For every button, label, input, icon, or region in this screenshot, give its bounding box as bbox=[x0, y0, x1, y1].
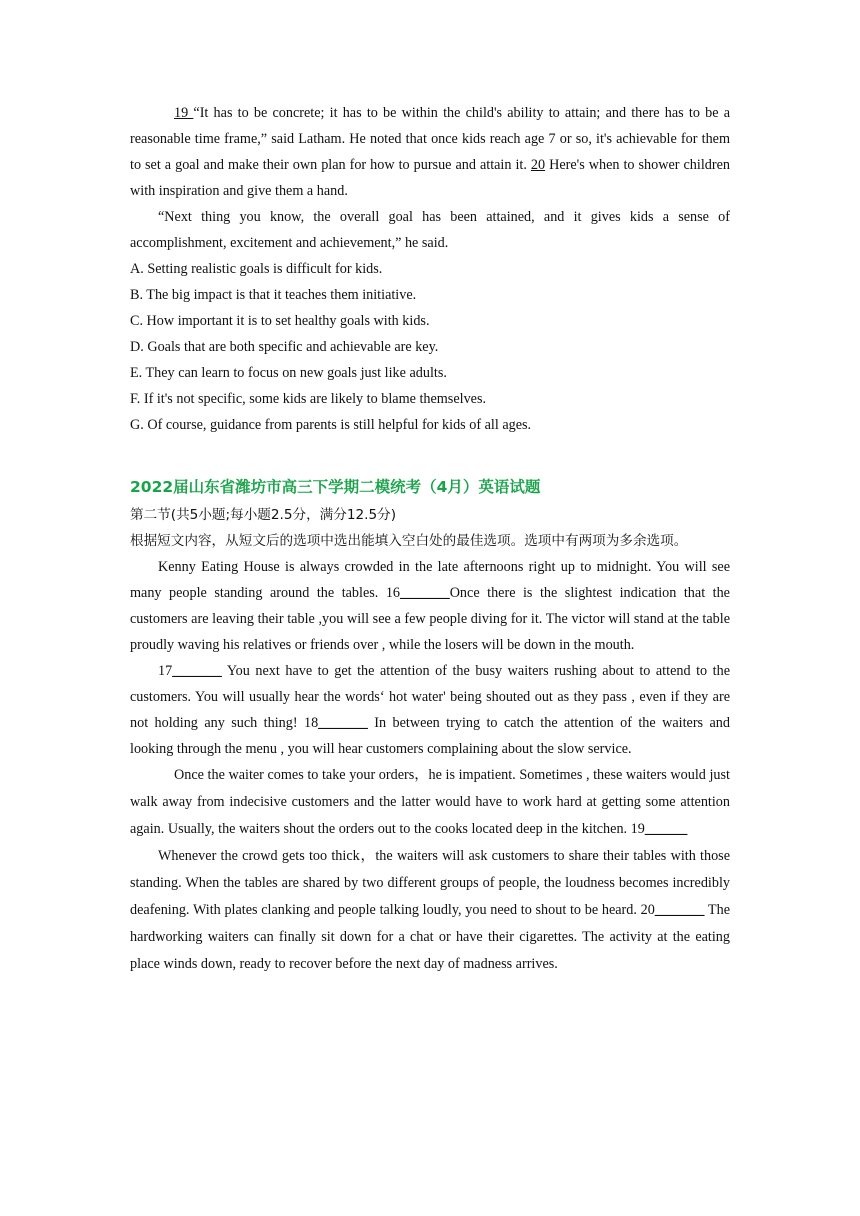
paragraph-text: “It has to be concrete; it has to be within the child's ability to attain; and there has to be a reasonable time frame,” said Latham. He noted that once kids reach age 7 or so, it's achievable for them to set a goal and make their own plan for how to pursue and attain it. bbox=[130, 105, 731, 173]
blank-17: _______ bbox=[172, 663, 222, 679]
section-subtitle: 第二节(共5小题;每小题2.5分，满分12.5分) bbox=[130, 507, 397, 523]
paragraph-text: Whenever the crowd gets too thick，the waiters will ask customers to share their tables with those standing. When the tables are shared by two different groups of people, the loudness becomes incredibly deafening. With plates clanking and people talking loudly, you need to shout to be heard. 20 bbox=[130, 848, 730, 918]
paragraph-text: Here's when to shower children with inspiration and give them a hand. bbox=[130, 157, 730, 199]
option-b: B. The big impact is that it teaches them initiative. bbox=[130, 287, 417, 303]
paragraph-text: 17 bbox=[158, 663, 173, 679]
option-d: D. Goals that are both specific and achievable are key. bbox=[130, 339, 439, 355]
option-f: F. If it's not specific, some kids are likely to blame themselves. bbox=[130, 391, 487, 407]
paragraph-text: You next have to get the attention of the busy waiters rushing about to attend to the customers. You will usually hear the words‘ hot water' being shouted out as they pass , even if they are not holding any such thing! 18 bbox=[130, 663, 730, 731]
passage2-paragraph1 bbox=[130, 554, 730, 658]
section-title: 2022届山东省潍坊市高三下学期二模统考（4月）英语试题 bbox=[130, 478, 541, 496]
paragraph-text: Kenny Eating House is always crowded in the late afternoons right up to midnight. You will see many people standing around the tables. 16 bbox=[130, 559, 730, 601]
blank-20: 20 bbox=[530, 157, 546, 173]
option-c: C. How important it is to set healthy goals with kids. bbox=[130, 313, 430, 329]
passage2-paragraph3 bbox=[130, 762, 730, 843]
option-a: A. Setting realistic goals is difficult for kids. bbox=[130, 261, 383, 277]
passage2-paragraph4 bbox=[130, 843, 730, 978]
passage2-paragraph2 bbox=[130, 658, 730, 762]
document-page bbox=[130, 100, 730, 978]
blank-18: _______ bbox=[318, 715, 368, 731]
blank-19b: ______ bbox=[644, 821, 688, 837]
paragraph-text: Once there is the slightest indication that the customers are leaving their table ,you will see a few people diving for it. The victor will stand at the table proudly waving his relatives or friends over , while the losers will be down in the mouth. bbox=[130, 585, 730, 653]
option-g: G. Of course, guidance from parents is still helpful for kids of all ages. bbox=[130, 417, 532, 433]
paragraph-text: Once the waiter comes to take your orders，he is impatient. Sometimes , these waiters would just walk away from indecisive customers and the latter would have to work hard at getting some attention again. Usually, the waiters shout the orders out to the cooks located deep in the kitchen. 19 bbox=[130, 767, 730, 837]
section-instruction: 根据短文内容，从短文后的选项中选出能填入空白处的最佳选项。选项中有两项为多余选项。 bbox=[130, 533, 688, 549]
passage1-paragraph2: “Next thing you know, the overall goal has been attained, and it gives kids a sense of accomplishment, excitement and achievement,” he said. bbox=[130, 209, 730, 251]
blank-19: 19 bbox=[174, 105, 194, 121]
passage1-paragraph1 bbox=[130, 100, 730, 204]
options-list bbox=[130, 256, 730, 438]
option-e: E. They can learn to focus on new goals just like adults. bbox=[130, 365, 447, 381]
paragraph-text: In between trying to catch the attention of the waiters and looking through the menu , you will hear customers complaining about the slow service. bbox=[130, 715, 730, 757]
blank-16: _______ bbox=[400, 585, 450, 601]
paragraph-text: The hardworking waiters can finally sit down for a chat or have their cigarettes. The activity at the eating place winds down, ready to recover before the next day of madness arrives. bbox=[130, 902, 730, 972]
blank-20b: _______ bbox=[654, 902, 705, 918]
